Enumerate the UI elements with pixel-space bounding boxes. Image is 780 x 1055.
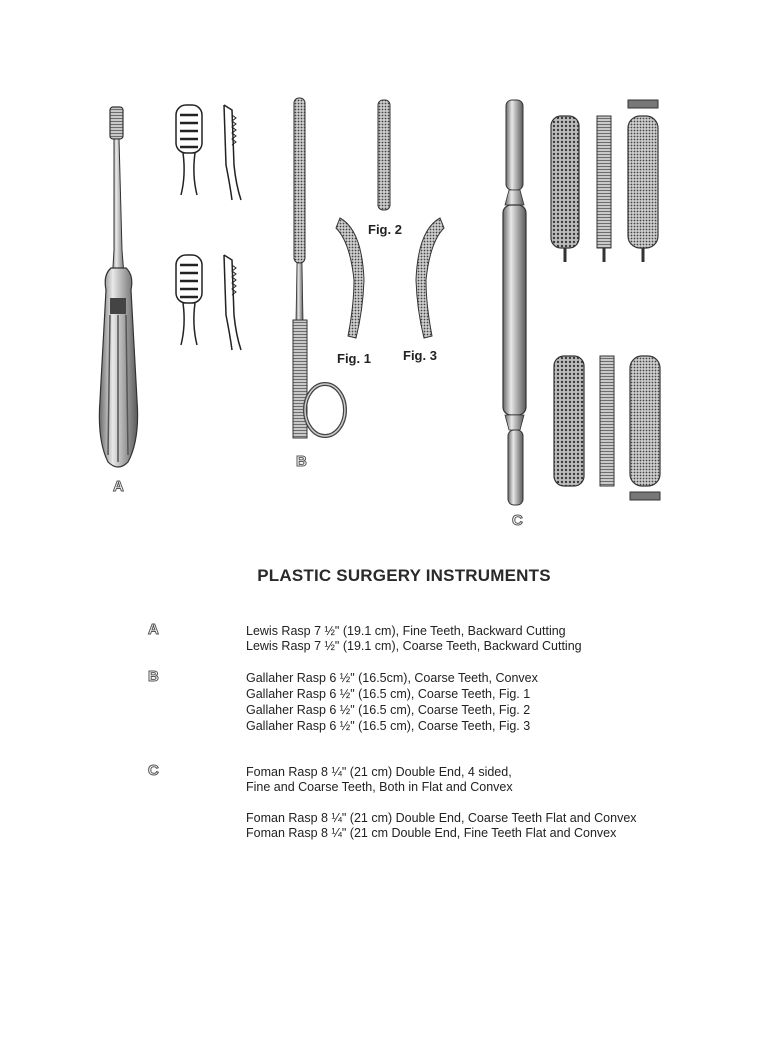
section-letter-b: B bbox=[148, 668, 159, 685]
label-b: B bbox=[296, 453, 307, 470]
label-c: C bbox=[512, 512, 523, 529]
figure-3-label: Fig. 3 bbox=[403, 348, 437, 363]
gallaher-rasp-instrument bbox=[293, 98, 444, 438]
label-a: A bbox=[113, 478, 124, 495]
section-letter-a: A bbox=[148, 621, 159, 638]
page-title: PLASTIC SURGERY INSTRUMENTS bbox=[257, 566, 551, 585]
figure-2-label: Fig. 2 bbox=[368, 222, 402, 237]
figure-1-label: Fig. 1 bbox=[337, 351, 371, 366]
foman-rasp-instrument bbox=[503, 100, 660, 505]
section-letter-c: C bbox=[148, 762, 159, 779]
lewis-rasp-instrument bbox=[99, 105, 241, 467]
